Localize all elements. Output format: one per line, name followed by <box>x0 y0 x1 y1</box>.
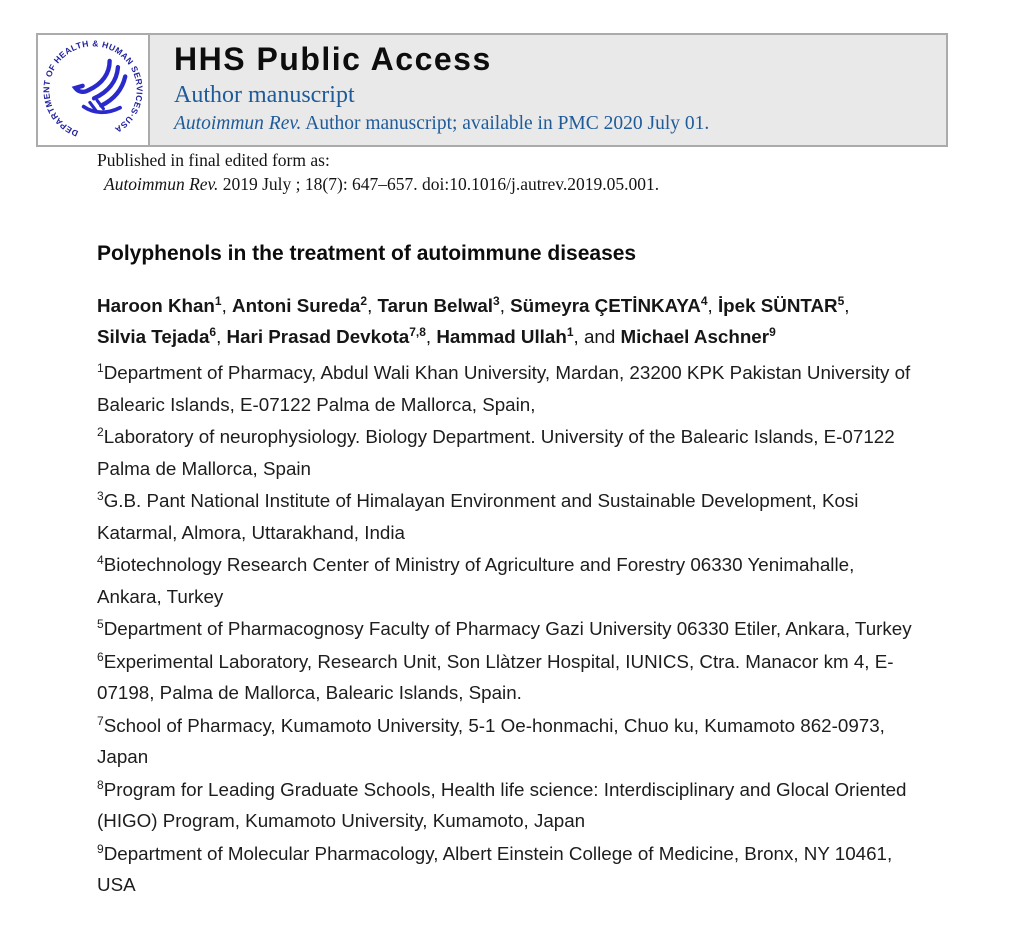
affiliation: $^4$Biotechnology Research Center of Ministry of Agriculture and Forestry 06330 Yenimahalle, Ankara, Turkey <box>97 553 855 607</box>
author-name: Michael Aschner$^9$ <box>620 325 776 347</box>
author-separator: , <box>221 295 233 316</box>
availability-text: Author manuscript; available in PMC 2020 July 01. <box>301 113 710 134</box>
affiliation: $^3$G.B. Pant National Institute of Himalayan Environment and Sustainable Development, Kosi Katarmal, Almora, Uttarakhand, India <box>97 489 859 543</box>
hhs-logo-box <box>38 35 150 145</box>
author-affiliation-ref: 1 <box>214 294 222 308</box>
author-separator: , <box>707 295 718 316</box>
author-name: Hari Prasad Devkota$^{7,8}$ <box>226 325 426 347</box>
affiliation: $^2$Laboratory of neurophysiology. Biology Department. University of the Balearic Islands, E-07122 Palma de Mallorca, Spain <box>97 425 895 479</box>
hhs-public-access-title: HHS Public Access <box>174 41 492 77</box>
affiliation: $^8$Program for Leading Graduate Schools, Health life science: Interdisciplinary and Glocal Oriented (HIGO) Program, Kumamoto University, Kumamoto, Japan <box>97 777 907 831</box>
author-name: Sümeyra ÇETİNKAYA$^4$ <box>510 294 708 316</box>
author-separator: , <box>499 295 511 316</box>
article-title: Polyphenols in the treatment of autoimmune diseases <box>97 242 637 265</box>
published-line: Published in final edited form as: <box>97 150 330 170</box>
author-separator: , <box>844 295 850 316</box>
author-separator: , <box>573 326 584 347</box>
author-affiliation-ref: 1 <box>566 325 574 339</box>
affiliation-number: 3 <box>97 489 104 503</box>
affiliation-number: 9 <box>97 841 104 856</box>
affiliation: $^1$Department of Pharmacy, Abdul Wali Khan University, Mardan, 23200 KPK Pakistan University of Balearic Islands, E-07122 Palma de Mallorca, Spain, <box>97 361 911 415</box>
affiliation-number: 4 <box>97 553 104 567</box>
author-separator: , <box>216 326 227 347</box>
affiliation-number: 1 <box>97 361 104 375</box>
affiliation: $^7$School of Pharmacy, Kumamoto University, 5-1 Oe-honmachi, Chuo ku, Kumamoto 862-0973, Japan <box>97 713 885 767</box>
affiliation-number: 6 <box>97 649 104 664</box>
hhs-eagle-icon <box>75 61 125 112</box>
author-name: Hammad Ullah$^1$ <box>436 325 574 347</box>
author-name: Tarun Belwal$^3$ <box>377 294 500 316</box>
author-manuscript-label: Author manuscript <box>174 82 355 108</box>
availability-line <box>174 110 709 137</box>
author-affiliation-ref: 9 <box>769 325 776 339</box>
author-name: İpek SÜNTAR$^5$ <box>717 294 845 316</box>
hhs-logo-icon <box>41 38 145 142</box>
author-separator: , <box>425 326 437 347</box>
citation-detail: 2019 July ; 18(7): 647–657. doi:10.1016/j.autrev.2019.05.001. <box>218 173 660 194</box>
author-affiliation-ref: 2 <box>360 294 368 308</box>
availability-journal-name: Autoimmun Rev. <box>174 113 302 134</box>
author-affiliation-ref: 7,8 <box>409 325 426 339</box>
hhs-banner <box>36 33 948 147</box>
affiliation-number: 2 <box>97 425 104 439</box>
citation-journal-name: Autoimmun Rev. <box>104 173 219 194</box>
author-conjunction: and <box>583 326 621 347</box>
citation-line <box>97 173 659 197</box>
banner-text <box>150 35 709 145</box>
author-affiliation-ref: 4 <box>700 294 708 308</box>
affiliation: $^9$Department of Molecular Pharmacology, Albert Einstein College of Medicine, Bronx, NY 10461, USA <box>97 841 893 895</box>
affiliation-number: 5 <box>97 617 104 631</box>
author-name: Antoni Sureda$^2$ <box>232 294 368 316</box>
author-affiliation-ref: 5 <box>837 294 845 308</box>
affiliation-number: 8 <box>97 777 104 792</box>
affiliation-list <box>97 357 915 902</box>
author-affiliation-ref: 6 <box>209 325 217 339</box>
hhs-logo-circle-text: DEPARTMENT OF HEALTH & HUMAN SERVICES·USA <box>41 38 145 139</box>
author-separator: , <box>367 295 378 316</box>
author-name: Silvia Tejada$^6$ <box>97 325 217 347</box>
affiliation-number: 7 <box>97 713 104 728</box>
affiliation: $^6$Experimental Laboratory, Research Unit, Son Llàtzer Hospital, IUNICS, Ctra. Manacor km 4, E-07198, Palma de Mallorca, Balearic Islands, Spain. <box>97 649 894 703</box>
citation-block <box>97 149 659 196</box>
author-affiliation-ref: 3 <box>493 294 500 308</box>
author-list <box>97 290 929 352</box>
affiliation: $^5$Department of Pharmacognosy Faculty of Pharmacy Gazi University 06330 Etiler, Ankara, Turkey <box>97 617 912 639</box>
author-name: Haroon Khan$^1$ <box>97 294 222 316</box>
